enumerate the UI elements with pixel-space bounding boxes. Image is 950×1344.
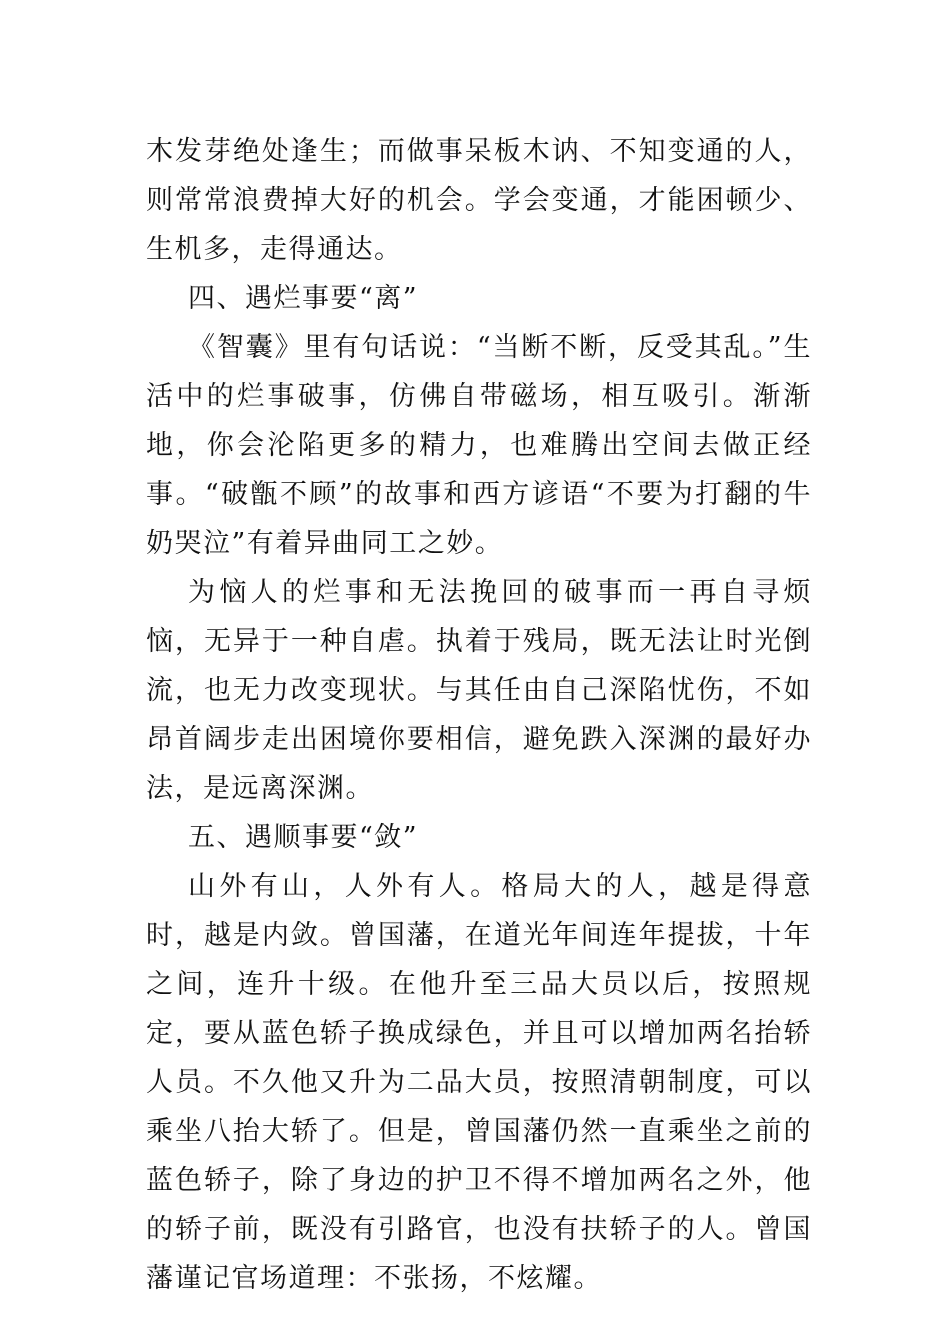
section-heading-5: 五、遇顺事要“敛” (188, 822, 419, 853)
paragraph: 为恼人的烂事和无法挽回的破事而一再自寻烦恼，无异于一种自虐。执着于残局，既无法让时光倒流，也无力改变现状。与其任由自己深陷忧伤，不如昂首阔步走出困境你要相信，避免跌入深渊的最好办法，是远离深渊。 (146, 577, 812, 804)
document-body (146, 127, 812, 1303)
paragraph-continuation: 木发芽绝处逢生；而做事呆板木讷、不知变通的人，则常常浪费掉大好的机会。学会变通，才能困顿少、生机多，走得通达。 (146, 136, 812, 265)
paragraph: 山外有山，人外有人。格局大的人，越是得意时，越是内敛。曾国藩，在道光年间连年提拔，十年之间，连升十级。在他升至三品大员以后，按照规定，要从蓝色轿子换成绿色，并且可以增加两名抬轿人员。不久他又升为二品大员，按照清朝制度，可以乘坐八抬大轿了。但是，曾国藩仍然一直乘坐之前的蓝色轿子，除了身边的护卫不得不增加两名之外，他的轿子前，既没有引路官，也没有扶轿子的人。曾国藩谨记官场道理：不张扬，不炫耀。 (146, 871, 812, 1294)
paragraph: 《智囊》里有句话说：“当断不断，反受其乱。”生活中的烂事破事，仿佛自带磁场，相互吸引。渐渐地，你会沦陷更多的精力，也难腾出空间去做正经事。“破甑不顾”的故事和西方谚语“不要为打翻的牛奶哭泣”有着异曲同工之妙。 (146, 332, 812, 559)
section-heading-4: 四、遇烂事要“离” (188, 283, 419, 314)
